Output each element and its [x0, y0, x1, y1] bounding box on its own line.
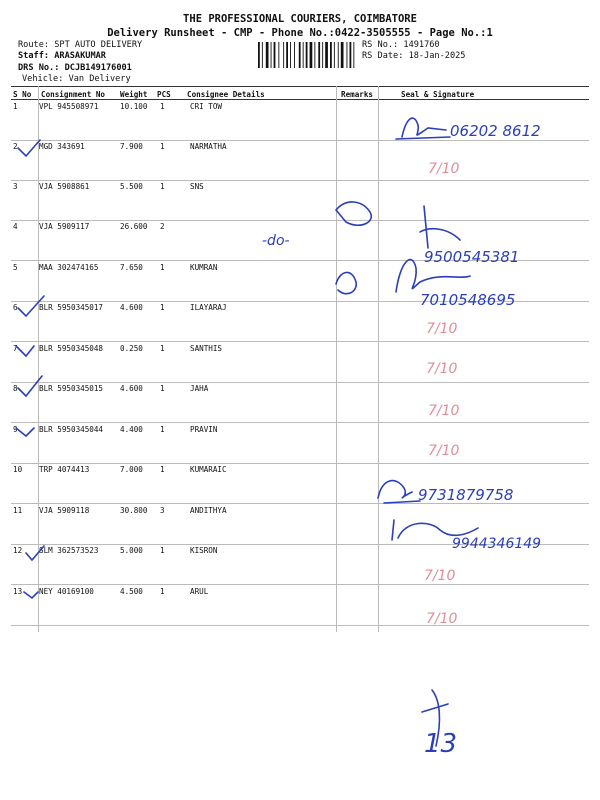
checkmark-row2 — [18, 140, 40, 156]
row-consignment: TRP 4074413 — [39, 465, 90, 474]
row-sno: 2 — [13, 142, 18, 151]
handwritten-phone-row10: 9731879758 — [418, 486, 514, 504]
row-pcs: 1 — [160, 102, 165, 111]
column-divider — [336, 86, 337, 632]
row-divider — [11, 180, 589, 181]
row-divider — [11, 625, 589, 626]
row-weight: 26.600 — [120, 222, 148, 231]
row-sno: 1 — [13, 102, 18, 111]
barcode-bar — [347, 42, 348, 68]
barcode-bar — [322, 42, 323, 68]
drs-label: DRS No.: — [18, 63, 60, 73]
handwritten-total-count: 13 — [424, 729, 458, 759]
ok-mark-row9: 7/10 — [428, 443, 460, 459]
ok-mark-row7: 7/10 — [426, 361, 458, 377]
row-divider — [11, 503, 589, 504]
row-weight: 30.800 — [120, 506, 148, 515]
handwritten-phone-row11: 9944346149 — [452, 536, 542, 552]
signature-scribble — [378, 481, 412, 498]
row-consignment: NEY 40169100 — [39, 587, 94, 596]
row-sno: 3 — [13, 182, 18, 191]
ok-mark-row13: 7/10 — [426, 611, 458, 627]
row-divider — [11, 260, 589, 261]
col-header-seal-signature: Seal & Signature — [401, 90, 475, 99]
route-line: Route: SPT AUTO DELIVERY — [18, 40, 143, 50]
barcode-bar — [338, 42, 339, 68]
row-divider — [11, 341, 589, 342]
barcode-bar — [330, 42, 332, 68]
row-divider — [11, 140, 589, 141]
barcode-bar — [294, 42, 295, 68]
handwritten-ditto-mark: -do- — [262, 233, 290, 249]
row-weight: 4.400 — [120, 425, 143, 434]
row-divider — [11, 544, 589, 545]
row-sno: 6 — [13, 303, 18, 312]
row-consignee: NARMATHA — [190, 142, 227, 151]
signature-scribble — [336, 202, 371, 225]
row-divider — [11, 463, 589, 464]
handwritten-phone-row1: 06202 8612 — [450, 122, 541, 140]
row-weight: 4.500 — [120, 587, 143, 596]
checkmark-row9 — [16, 428, 34, 436]
drs-line — [18, 63, 132, 73]
signature-underline — [396, 137, 450, 139]
row-consignment: VJA 5909117 — [39, 222, 90, 231]
barcode-bar — [306, 42, 308, 68]
row-sno: 9 — [13, 425, 18, 434]
barcode-bar — [303, 42, 304, 68]
barcode-bar — [290, 42, 291, 68]
staff-value: ARASAKUMAR — [54, 51, 106, 61]
signature-scribble — [336, 272, 356, 293]
signature-scribble — [396, 260, 470, 292]
signature-scribble — [402, 118, 446, 137]
row-pcs: 1 — [160, 303, 165, 312]
barcode-bar — [266, 42, 269, 68]
barcode-bar — [262, 42, 263, 68]
row-pcs: 1 — [160, 344, 165, 353]
row-weight: 10.100 — [120, 102, 148, 111]
handwritten-phone-row4: 9500545381 — [424, 248, 520, 266]
row-consignee: KISRON — [190, 546, 218, 555]
row-consignee: CRI TOW — [190, 102, 223, 111]
row-weight: 7.000 — [120, 465, 143, 474]
barcode-bar — [325, 42, 328, 68]
row-divider — [11, 422, 589, 423]
col-header-sno: S No — [13, 90, 32, 99]
row-sno: 7 — [13, 344, 18, 353]
row-sno: 13 — [13, 587, 23, 596]
table-top-rule — [11, 86, 589, 87]
row-consignment: SLM 362573523 — [39, 546, 99, 555]
ok-mark-row2: 7/10 — [428, 161, 460, 177]
barcode-bar — [314, 42, 315, 68]
vehicle-line: Vehicle: Van Delivery — [22, 74, 131, 84]
barcode-bar — [299, 42, 301, 68]
ok-mark-row12: 7/10 — [424, 568, 456, 584]
row-pcs: 1 — [160, 425, 165, 434]
row-consignee: SANTHIS — [190, 344, 223, 353]
row-consignment: VJA 5908861 — [39, 182, 90, 191]
row-consignee: PRAVIN — [190, 425, 218, 434]
runsheet-subtitle: Delivery Runsheet - CMP - Phone No.:0422-3505555 - Page No.:1 — [107, 27, 493, 39]
row-sno: 10 — [13, 465, 23, 474]
barcode-bar — [334, 42, 335, 68]
rs-date: RS Date: 18-Jan-2025 — [362, 51, 466, 61]
row-sno: 5 — [13, 263, 18, 272]
row-consignment: VJA 5909118 — [39, 506, 90, 515]
row-consignment: MGD 343691 — [39, 142, 85, 151]
col-header-consignment: Consignment No — [41, 90, 106, 99]
row-consignment: BLR 5950345015 — [39, 384, 104, 393]
row-consignment: VPL 945508971 — [39, 102, 99, 111]
checkmark-row7 — [16, 346, 34, 356]
handwritten-phone-row5: 7010548695 — [420, 291, 516, 309]
barcode-bar — [318, 42, 320, 68]
barcode-bar — [341, 42, 344, 68]
row-divider — [11, 301, 589, 302]
row-pcs: 1 — [160, 587, 165, 596]
row-consignee: KUMRAN — [190, 263, 218, 272]
drs-value: DCJB149176001 — [64, 63, 132, 73]
col-header-remarks: Remarks — [341, 90, 374, 99]
row-sno: 8 — [13, 384, 18, 393]
col-header-consignee: Consignee Details — [187, 90, 265, 99]
row-pcs: 1 — [160, 546, 165, 555]
row-divider — [11, 220, 589, 221]
total-count-mark — [422, 690, 448, 746]
row-weight: 7.900 — [120, 142, 143, 151]
barcode-bar — [350, 42, 352, 68]
row-pcs: 1 — [160, 384, 165, 393]
barcode-bar — [286, 42, 288, 68]
col-header-weight: Weight — [120, 90, 148, 99]
row-consignee: JAHA — [190, 384, 209, 393]
row-consignee: KUMARAIC — [190, 465, 227, 474]
row-consignee: ILAYARAJ — [190, 303, 227, 312]
ok-mark-row8: 7/10 — [428, 403, 460, 419]
signature-scribble — [420, 206, 460, 248]
row-divider — [11, 382, 589, 383]
row-consignee: ANDITHYA — [190, 506, 227, 515]
row-consignee: SNS — [190, 182, 204, 191]
row-sno: 12 — [13, 546, 23, 555]
row-weight: 0.250 — [120, 344, 143, 353]
row-weight: 4.600 — [120, 303, 143, 312]
signature-scribble — [392, 520, 478, 540]
row-sno: 11 — [13, 506, 23, 515]
barcode-bar — [274, 42, 276, 68]
row-pcs: 1 — [160, 465, 165, 474]
row-consignment: MAA 302474165 — [39, 263, 99, 272]
row-weight: 5.000 — [120, 546, 143, 555]
row-weight: 4.600 — [120, 384, 143, 393]
barcode-bar — [271, 42, 272, 68]
barcode-bar — [258, 42, 260, 68]
row-pcs: 1 — [160, 263, 165, 272]
company-title: THE PROFESSIONAL COURIERS, COIMBATORE — [183, 13, 417, 25]
row-weight: 7.650 — [120, 263, 143, 272]
row-divider — [11, 584, 589, 585]
checkmark-row13 — [24, 592, 38, 598]
barcode-image — [258, 42, 356, 68]
staff-label: Staff: — [18, 51, 50, 61]
staff-line — [18, 51, 106, 61]
row-pcs: 1 — [160, 142, 165, 151]
row-pcs: 3 — [160, 506, 165, 515]
column-divider — [378, 86, 379, 632]
row-pcs: 2 — [160, 222, 165, 231]
row-consignment: BLR 5950345017 — [39, 303, 104, 312]
row-sno: 4 — [13, 222, 18, 231]
barcode-bar — [278, 42, 279, 68]
barcode-bar — [353, 42, 354, 68]
barcode-bar — [283, 42, 284, 68]
col-header-pcs: PCS — [157, 90, 171, 99]
row-consignment: BLR 5950345048 — [39, 344, 104, 353]
ok-mark-row6: 7/10 — [426, 321, 458, 337]
row-consignee: ARUL — [190, 587, 209, 596]
row-consignment: BLR 5950345044 — [39, 425, 104, 434]
row-pcs: 1 — [160, 182, 165, 191]
rs-number: RS No.: 1491760 — [362, 40, 440, 50]
barcode-bar — [310, 42, 313, 68]
row-weight: 5.500 — [120, 182, 143, 191]
table-header-rule — [11, 99, 589, 100]
